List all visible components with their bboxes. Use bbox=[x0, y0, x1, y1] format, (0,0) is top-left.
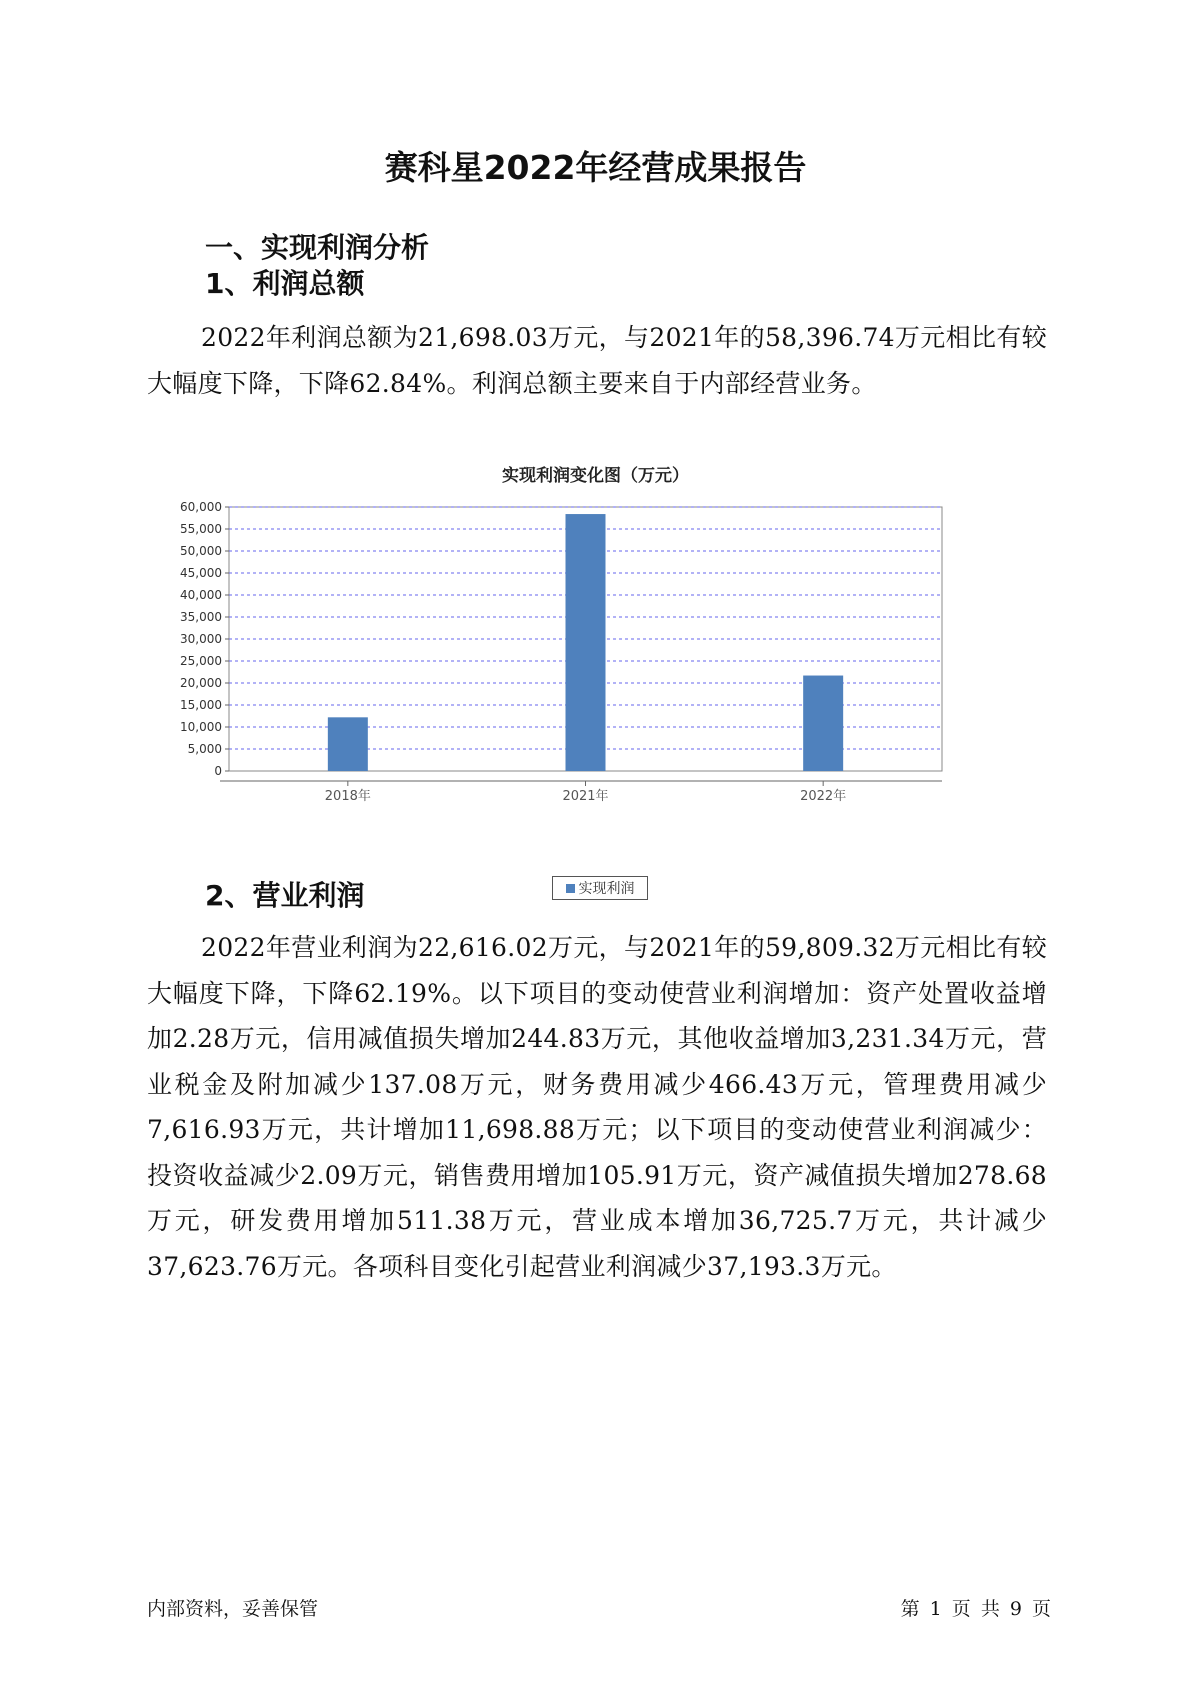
subheading-total-profit: 1、利润总额 bbox=[205, 267, 365, 300]
footer-confidential-note: 内部资料，妥善保管 bbox=[147, 1598, 319, 1620]
legend-label: 实现利润 bbox=[578, 881, 635, 897]
y-tick-label: 40,000 bbox=[180, 588, 222, 602]
profit-bar-chart bbox=[140, 490, 950, 815]
subheading-operating-profit: 2、营业利润 bbox=[205, 879, 365, 912]
y-tick-label: 50,000 bbox=[180, 544, 222, 558]
y-tick-label: 30,000 bbox=[180, 632, 222, 646]
y-tick-label: 15,000 bbox=[180, 698, 222, 712]
y-tick-label: 5,000 bbox=[187, 742, 222, 756]
y-tick-label: 25,000 bbox=[180, 654, 222, 668]
paragraph-operating-profit: 2022年营业利润为22,616.02万元，与2021年的59,809.32万元相比有较大幅度下降，下降62.19%。以下项目的变动使营业利润增加：资产处置收益增加2.28万元，信用减值损失增加244.83万元，其他收益增加3,231.34万元，营业税金及附加减少137.08万元，财务费用减少466.43万元，管理费用减少7,616.93万元，共计增加11,698.88万元；以下项目的变动使营业利润减少：投资收益减少2.09万元，销售费用增加105.91万元，资产减值损失增加278.68万元，研发费用增加511.38万元，营业成本增加36,725.7万元，共计减少37,623.76万元。各项科目变化引起营业利润减少37,193.3万元。 bbox=[147, 933, 1047, 1281]
bar-2021年 bbox=[566, 514, 606, 771]
y-tick-label: 35,000 bbox=[180, 610, 222, 624]
section-heading-profit-analysis: 一、实现利润分析 bbox=[205, 231, 430, 264]
y-tick-label: 10,000 bbox=[180, 720, 222, 734]
y-tick-label: 60,000 bbox=[180, 500, 222, 514]
y-tick-label: 45,000 bbox=[180, 566, 222, 580]
paragraph-total-profit: 2022年利润总额为21,698.03万元，与2021年的58,396.74万元相比有较大幅度下降，下降62.84%。利润总额主要来自于内部经营业务。 bbox=[147, 323, 1047, 398]
y-tick-label: 0 bbox=[214, 764, 222, 778]
chart-title: 实现利润变化图（万元） bbox=[502, 466, 689, 486]
x-tick-label: 2018年 bbox=[324, 789, 371, 804]
legend-swatch bbox=[566, 884, 575, 893]
x-tick-label: 2022年 bbox=[800, 789, 847, 804]
bar-2022年 bbox=[803, 676, 843, 771]
footer-page-number: 第 1 页 共 9 页 bbox=[900, 1598, 1051, 1620]
y-tick-label: 20,000 bbox=[180, 676, 222, 690]
y-tick-label: 55,000 bbox=[180, 522, 222, 536]
document-title: 赛科星2022年经营成果报告 bbox=[384, 148, 807, 187]
x-tick-label: 2021年 bbox=[562, 789, 609, 804]
bar-2018年 bbox=[328, 717, 368, 771]
chart-legend bbox=[552, 876, 648, 900]
